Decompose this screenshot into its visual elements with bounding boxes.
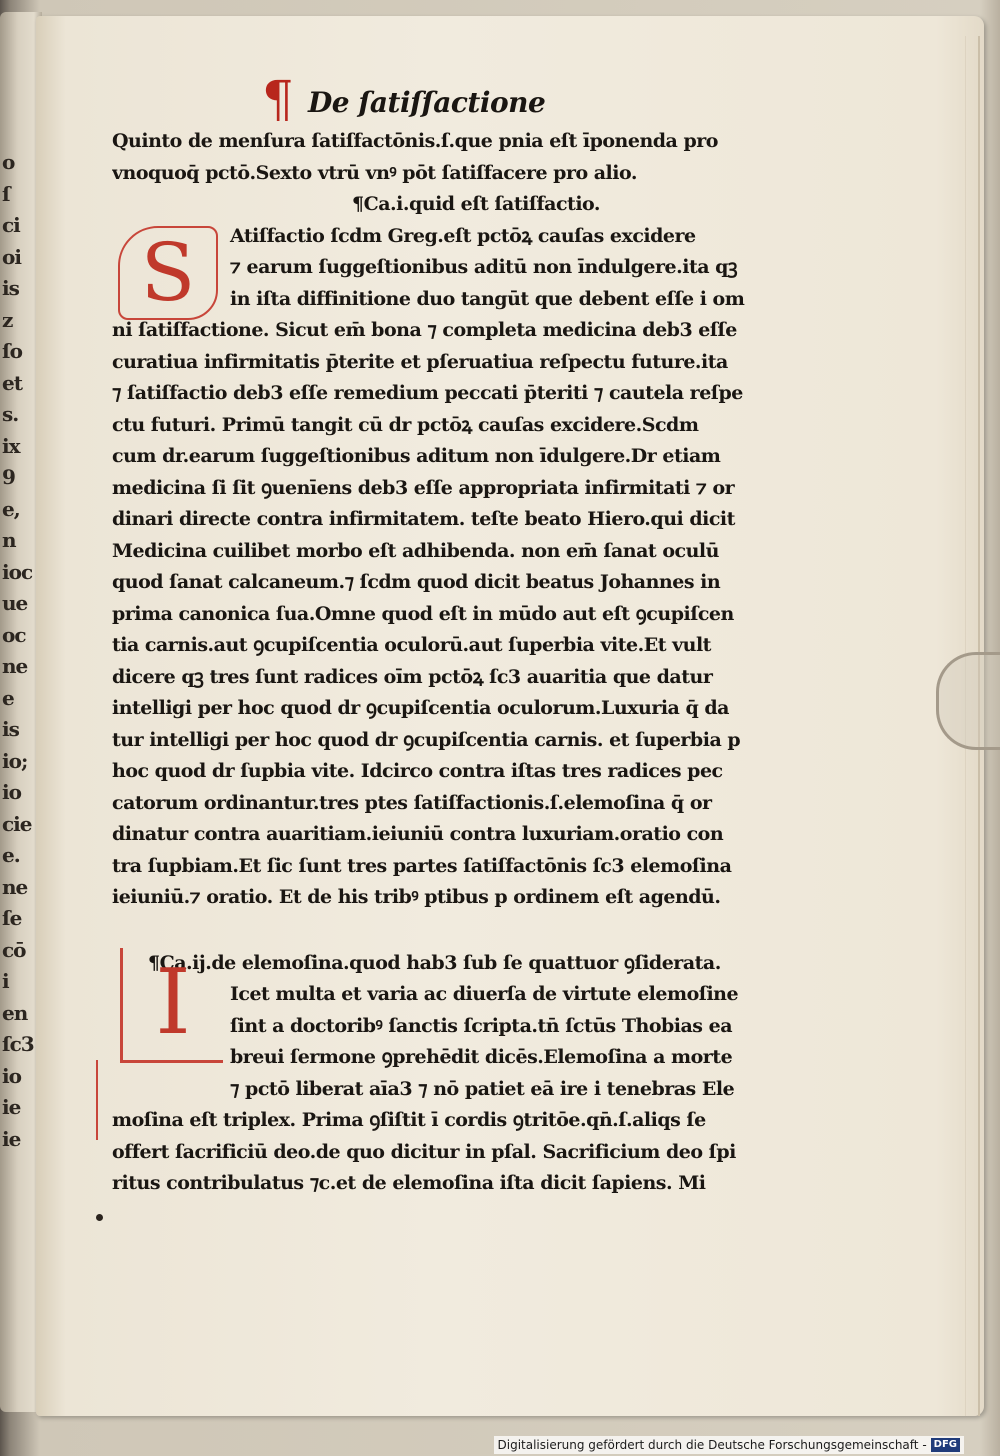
- left-page-fragment: io: [2, 780, 21, 804]
- left-page-fragment: ne: [2, 874, 28, 899]
- text-line: ni ſatiſfactione. Sicut em̄ bona ⁊ completa medicina deb3 eſſe: [112, 319, 737, 341]
- text-line: ſint a doctoribꝰ ſanctis ſcripta.tn̄ ſctūs Thobias ea: [230, 1014, 733, 1037]
- left-page-fragment: oi: [2, 244, 21, 269]
- text-line: dinari directe contra infirmitatem. teſte beato Hiero.qui dicit: [112, 508, 735, 530]
- text-line: medicina ſi ſit ꝯuenīens deb3 eſſe appropriata infirmitati ⁊ or: [112, 476, 735, 499]
- left-page-fragment: z: [2, 307, 13, 332]
- left-page-fragment: ci: [2, 213, 20, 237]
- text-line: ⁊ ſatiſfactio deb3 eſſe remedium peccati p̄teriti ⁊ cautela reſpe: [112, 382, 743, 404]
- text-line: tra ſupbiam.Et ſic ſunt tres partes ſatiſfactōnis ſc3 elemoſina: [112, 854, 732, 877]
- text-line: ⁊ pctō liberat aīa3 ⁊ nō patiet eā ire i tenebras Ele: [230, 1077, 735, 1100]
- text-line: prima canonica ſua.Omne quod eſt in mūdo aut eſt ꝯcupiſcen: [112, 602, 734, 625]
- heading-line: [112, 70, 802, 128]
- dfg-logo: DFG: [931, 1438, 960, 1452]
- chapter1-heading: ¶Ca.i.quid eſt ſatiſfactio.: [352, 193, 600, 215]
- left-page-fragment: is: [2, 276, 19, 300]
- initial-flourish: [96, 1060, 110, 1140]
- text-line: offert ſacrificiū deo.de quo dicitur in pſal. Sacrificium deo ſpi: [112, 1140, 736, 1163]
- left-page-fragment: n: [2, 528, 16, 552]
- text-line: ctu futuri. Primū tangit cū dr pctōꝝ cauſas excidere.Scdm: [112, 413, 699, 436]
- intro-lines: [112, 126, 802, 189]
- text-line: catorum ordinantur.tres ptes ſatiſfactionis.ſ.elemoſina q̄ or: [112, 791, 712, 814]
- text-line: cum dr.earum ſuggeſtionibus aditum non īdulgere.Dr etiam: [112, 445, 721, 467]
- text-line: curatiua infirmitatis p̄terite et pſeruatiua reſpectu future.ita: [112, 350, 728, 373]
- left-page-fragment: ioc: [2, 559, 33, 584]
- left-page-fragment: io: [2, 1063, 21, 1088]
- left-page-fragment: ue: [2, 591, 28, 615]
- chapter2-heading: ¶Ca.ij.de elemoſina.quod hab3 ſub ſe quattuor ꝯſiderata.: [148, 951, 721, 974]
- left-page-fragment: cie: [2, 811, 32, 836]
- left-page-fragment: ſ: [2, 181, 10, 206]
- text-line: Icet multa et varia ac diuerſa de virtute elemoſine: [230, 983, 739, 1005]
- text-line: vnoquoq̄ pctō.Sexto vtrū vnꝰ pōt ſatiſfacere pro alio.: [112, 161, 637, 184]
- footer-credit: [494, 1436, 965, 1454]
- left-page-fragment: et: [2, 370, 22, 395]
- metal-clip: [936, 652, 1000, 750]
- left-page-fragment: o: [2, 150, 15, 174]
- ink-dot: [96, 1214, 103, 1221]
- text-line: Quinto de menſura ſatiſfactōnis.ſ.que pnia eſt īponenda pro: [112, 130, 718, 152]
- left-page-fragment: 9: [2, 465, 15, 489]
- left-page-fragment: en: [2, 1000, 28, 1025]
- footer-text: Digitalisierung gefördert durch die Deutsche Forschungsgemeinschaft -: [497, 1438, 927, 1452]
- text-line: moſina eſt triplex. Prima ꝯſiſtit ī cordis ꝯtritōe.qn̄.ſ.aliqs ſe: [112, 1109, 706, 1131]
- left-page-fragment: e.: [2, 843, 20, 867]
- left-page-fragment: s.: [2, 402, 19, 426]
- text-line: Medicina cuilibet morbo eſt adhibenda. non em̄ ſanat oculū: [112, 539, 719, 562]
- text-line: breui ſermone ꝯprehēdit dicēs.Elemoſina a morte: [230, 1046, 733, 1068]
- left-page-fragment: ne: [2, 654, 28, 678]
- left-page-fragment: cō: [2, 937, 26, 962]
- left-page-fragment: e,: [2, 496, 20, 521]
- red-initial-s: S: [118, 226, 218, 320]
- text-line: ⁊ earum ſuggeſtionibus aditū non īndulgere.ita qꝫ: [230, 256, 738, 278]
- section-gap: [112, 914, 802, 948]
- left-page-fragment: ſo: [2, 339, 22, 363]
- red-pilcrow-mark: ¶: [262, 70, 294, 128]
- text-line: in iſta diffinitione duo tangūt que debent eſſe i om: [230, 287, 745, 310]
- left-page-fragment: ſe: [2, 906, 22, 930]
- text-line: tur intelligi per hoc quod dr ꝯcupiſcentia carnis. et ſuperbia p: [112, 728, 741, 751]
- left-page-fragment: oc: [2, 622, 26, 647]
- text-line: Atiſfactio ſcdm Greg.eſt pctōꝝ cauſas excidere: [230, 224, 696, 247]
- text-line: hoc quod dr ſupbia vite. Idcirco contra iſtas tres radices pec: [112, 760, 723, 782]
- left-page-fragment: is: [2, 717, 19, 741]
- paragraph-1: [112, 221, 802, 914]
- text-line: intelligi per hoc quod dr ꝯcupiſcentia oculorum.Luxuria q̄ da: [112, 697, 729, 719]
- left-page-fragment: io;: [2, 748, 28, 773]
- left-page-fragment: ie: [2, 1126, 21, 1151]
- text-line: ieiuniū.⁊ oratio. Et de his tribꝰ ptibus p ordinem eſt agendū.: [112, 886, 721, 908]
- page-title: De ſatiſſactione: [308, 86, 546, 119]
- red-initial-i: I: [120, 948, 223, 1063]
- left-page-fragment: e: [2, 685, 14, 710]
- left-page-fragment: ie: [2, 1095, 21, 1119]
- text-line: tia carnis.aut ꝯcupiſcentia oculorū.aut ſuperbia vite.Et vult: [112, 634, 711, 656]
- left-page-fragment: ix: [2, 433, 20, 458]
- text-line: dicere qꝫ tres ſunt radices oīm pctōꝝ ſc3 auaritia que datur: [112, 665, 713, 688]
- left-page-fragment: ſc3: [2, 1032, 34, 1056]
- text-line: quod ſanat calcaneum.⁊ ſcdm quod dicit beatus Johannes in: [112, 571, 721, 593]
- text-line: dinatur contra auaritiam.ieiuniū contra luxuriam.oratio con: [112, 823, 724, 845]
- text-line: ritus contribulatus ⁊c.et de elemoſina iſta dicit ſapiens. Mi: [112, 1172, 706, 1194]
- left-page-fragment: i: [2, 969, 9, 993]
